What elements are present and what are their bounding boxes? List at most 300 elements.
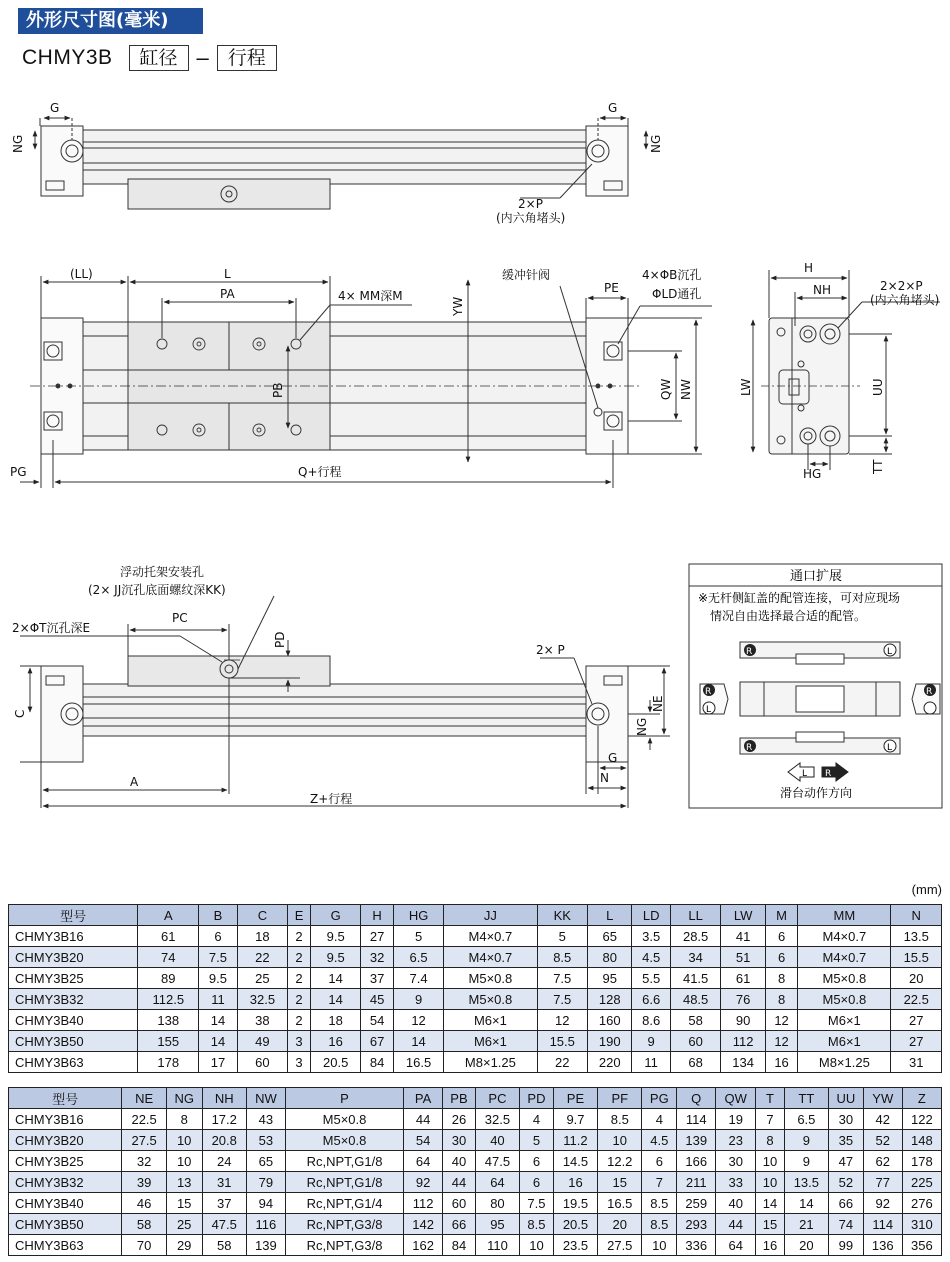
table-cell: 259 [677, 1193, 716, 1214]
table-cell: 66 [443, 1214, 476, 1235]
table-cell: 114 [677, 1109, 716, 1130]
model-cell: CHMY3B50 [9, 1031, 138, 1052]
model-cell: CHMY3B20 [9, 947, 138, 968]
table-cell: 18 [237, 926, 287, 947]
table-cell: 47 [829, 1151, 864, 1172]
column-header: PC [475, 1088, 519, 1109]
table-cell: 17 [199, 1052, 237, 1073]
table-cell: 6 [765, 926, 797, 947]
table-cell: 26 [443, 1109, 476, 1130]
table-cell: 155 [138, 1031, 199, 1052]
table-cell: 44 [404, 1109, 443, 1130]
table-cell: 138 [138, 1010, 199, 1031]
table-cell: 9 [632, 1031, 670, 1052]
table-cell: 21 [784, 1214, 828, 1235]
table-cell: 276 [902, 1193, 941, 1214]
label-yw: YW [451, 296, 465, 316]
column-header: E [288, 905, 311, 926]
table-cell: 80 [475, 1193, 519, 1214]
table-cell: 30 [716, 1151, 756, 1172]
column-header: PA [404, 1088, 443, 1109]
table-cell: 48.5 [670, 989, 720, 1010]
port-box-note1: ※无杆侧缸盖的配管连接，可对应现场 [698, 591, 901, 605]
table-cell: 7.4 [393, 968, 443, 989]
table-cell: 10 [598, 1130, 642, 1151]
table-cell: 27.5 [598, 1235, 642, 1256]
table-cell: 10 [756, 1172, 784, 1193]
model-dash: – [196, 45, 209, 70]
table-cell: 27 [361, 926, 393, 947]
table-row [9, 1052, 942, 1073]
table-cell: 148 [902, 1130, 941, 1151]
column-header: NE [122, 1088, 166, 1109]
table-cell: 14 [310, 968, 360, 989]
table-cell: 24 [202, 1151, 246, 1172]
table-cell: 20.8 [202, 1130, 246, 1151]
spec-table-1-header [9, 905, 942, 926]
table-cell: 8 [765, 968, 797, 989]
table-cell: M6×1 [444, 1031, 537, 1052]
table-cell: 16 [756, 1235, 784, 1256]
table-cell: 6.5 [393, 947, 443, 968]
column-header: N [891, 905, 942, 926]
table-cell: 31 [202, 1172, 246, 1193]
table-cell: 20 [598, 1214, 642, 1235]
column-header: T [756, 1088, 784, 1109]
table-cell: 8.5 [598, 1109, 642, 1130]
table-cell: 23 [716, 1130, 756, 1151]
table-cell: M5×0.8 [285, 1109, 403, 1130]
column-header: PE [553, 1088, 597, 1109]
table-cell: 61 [138, 926, 199, 947]
table-cell: 15.5 [891, 947, 942, 968]
table-cell: 134 [721, 1052, 765, 1073]
table-cell: 47.5 [202, 1214, 246, 1235]
table-cell: 6 [765, 947, 797, 968]
table-row [9, 1010, 942, 1031]
table-cell: 4.5 [632, 947, 670, 968]
table-cell: 336 [677, 1235, 716, 1256]
table-cell: 52 [863, 1130, 902, 1151]
table-cell: 19.5 [553, 1193, 597, 1214]
table-cell: 190 [587, 1031, 631, 1052]
label-hg: HG [803, 467, 822, 481]
table-cell: 225 [902, 1172, 941, 1193]
table-cell: 14 [199, 1010, 237, 1031]
table-cell: 33 [716, 1172, 756, 1193]
table-cell: 12 [537, 1010, 587, 1031]
table-cell: M4×0.7 [798, 926, 891, 947]
label-ne: NE [651, 695, 665, 712]
label-nh: NH [813, 283, 831, 297]
table-cell: M5×0.8 [798, 968, 891, 989]
spec-table-2 [8, 1087, 942, 1256]
front-view [20, 276, 712, 488]
table-cell: 20 [891, 968, 942, 989]
label-n: N [600, 771, 609, 785]
table-cell: 77 [863, 1172, 902, 1193]
table-cell: 6.6 [632, 989, 670, 1010]
table-row [9, 1130, 942, 1151]
column-header: LL [670, 905, 720, 926]
table-cell: 38 [237, 1010, 287, 1031]
table-cell: M5×0.8 [444, 968, 537, 989]
table-row [9, 1214, 942, 1235]
table-cell: 44 [716, 1214, 756, 1235]
label-g-left: G [50, 101, 60, 115]
table-cell: 5 [520, 1130, 554, 1151]
port-box-note2: 情况自由选择最合适的配管。 [710, 609, 867, 623]
table-cell: 20.5 [310, 1052, 360, 1073]
column-header: H [361, 905, 393, 926]
label-t-note: 2×ΦT沉孔深E [12, 621, 91, 635]
table-cell: 68 [670, 1052, 720, 1073]
label-float-note2: (2× JJ沉孔底面螺纹深KK) [88, 583, 226, 597]
table-cell: 64 [404, 1151, 443, 1172]
table-cell: 40 [716, 1193, 756, 1214]
label-b-note: 4×ΦB沉孔 [642, 268, 702, 282]
table-cell: Rc,NPT,G1/8 [285, 1151, 403, 1172]
table-cell: 12 [393, 1010, 443, 1031]
column-header: M [765, 905, 797, 926]
table-row [9, 1172, 942, 1193]
table-cell: 14 [756, 1193, 784, 1214]
table-cell: 51 [721, 947, 765, 968]
label-ll: (LL) [70, 267, 93, 281]
table-cell: 58 [202, 1235, 246, 1256]
table-cell: 6 [642, 1151, 677, 1172]
table-cell: 32.5 [237, 989, 287, 1010]
dir-r-label: R [825, 769, 832, 779]
table-cell: Rc,NPT,G3/8 [285, 1235, 403, 1256]
table-cell: 32.5 [475, 1109, 519, 1130]
column-header: C [237, 905, 287, 926]
table-cell: 70 [122, 1235, 166, 1256]
table-cell: 49 [237, 1031, 287, 1052]
label-pd: PD [273, 631, 287, 648]
table-cell: 12.2 [598, 1151, 642, 1172]
column-header: 型号 [9, 905, 138, 926]
spec-table-1 [8, 904, 942, 1073]
label-pb: PB [271, 382, 285, 398]
table-cell: 2 [288, 947, 311, 968]
model-cell: CHMY3B25 [9, 968, 138, 989]
table-cell: 95 [587, 968, 631, 989]
model-cell: CHMY3B25 [9, 1151, 122, 1172]
table-cell: 139 [677, 1130, 716, 1151]
column-header: MM [798, 905, 891, 926]
table-cell: M4×0.7 [798, 947, 891, 968]
table-cell: 7 [756, 1109, 784, 1130]
table-cell: 18 [310, 1010, 360, 1031]
table-cell: 11.2 [553, 1130, 597, 1151]
table-cell: 9.7 [553, 1109, 597, 1130]
column-header: P [285, 1088, 403, 1109]
label-ld-note: ΦLD通孔 [652, 287, 702, 301]
column-header: G [310, 905, 360, 926]
table-cell: 356 [902, 1235, 941, 1256]
table-cell: 79 [246, 1172, 285, 1193]
column-header: Q [677, 1088, 716, 1109]
table-cell: 25 [166, 1214, 202, 1235]
label-ng-left: NG [11, 134, 25, 153]
table-cell: 122 [902, 1109, 941, 1130]
table-cell: 8.5 [537, 947, 587, 968]
table-cell: 14 [393, 1031, 443, 1052]
table-cell: 27 [891, 1031, 942, 1052]
column-header: PB [443, 1088, 476, 1109]
table-cell: 37 [361, 968, 393, 989]
column-header: LD [632, 905, 670, 926]
label-q: Q+行程 [298, 465, 342, 479]
table-cell: 3 [288, 1031, 311, 1052]
table-cell: 42 [863, 1109, 902, 1130]
table-cell: 16 [310, 1031, 360, 1052]
table-row [9, 989, 942, 1010]
table-cell: M6×1 [798, 1031, 891, 1052]
table-cell: 58 [670, 1010, 720, 1031]
table-cell: 3.5 [632, 926, 670, 947]
table-cell: 60 [670, 1031, 720, 1052]
table-cell: 14 [784, 1193, 828, 1214]
table-cell: 6.5 [784, 1109, 828, 1130]
table-cell: 53 [246, 1130, 285, 1151]
table-cell: 8.5 [642, 1214, 677, 1235]
bottom-view [20, 596, 670, 808]
table-row [9, 968, 942, 989]
table-cell: 95 [475, 1214, 519, 1235]
table-cell: 90 [721, 1010, 765, 1031]
table-cell: 30 [443, 1130, 476, 1151]
table-cell: 41 [721, 926, 765, 947]
model-cell: CHMY3B32 [9, 989, 138, 1010]
table-cell: 84 [361, 1052, 393, 1073]
column-header: HG [393, 905, 443, 926]
table-cell: 9 [784, 1151, 828, 1172]
table-cell: 2 [288, 1010, 311, 1031]
table-cell: 8 [765, 989, 797, 1010]
table-cell: 58 [122, 1214, 166, 1235]
column-header: PD [520, 1088, 554, 1109]
label-z: Z+行程 [310, 792, 353, 806]
table-cell: 136 [863, 1235, 902, 1256]
table-cell: 40 [475, 1130, 519, 1151]
port-r-icon: R [746, 647, 753, 657]
table-cell: 160 [587, 1010, 631, 1031]
table-cell: 4.5 [642, 1130, 677, 1151]
table-cell: 10 [642, 1235, 677, 1256]
top-view [35, 118, 646, 209]
table-cell: 9 [393, 989, 443, 1010]
table-cell: 44 [443, 1172, 476, 1193]
column-header: TT [784, 1088, 828, 1109]
table-cell: 128 [587, 989, 631, 1010]
table-cell: 6 [199, 926, 237, 947]
table-cell: 74 [138, 947, 199, 968]
table-cell: 139 [246, 1235, 285, 1256]
column-header: NW [246, 1088, 285, 1109]
table-cell: 13.5 [891, 926, 942, 947]
column-header: KK [537, 905, 587, 926]
table-cell: 16.5 [598, 1193, 642, 1214]
label-mm-note: 4× MM深M [338, 289, 403, 303]
table-cell: M6×1 [444, 1010, 537, 1031]
table-cell: 2 [288, 968, 311, 989]
table-cell: 9.5 [310, 947, 360, 968]
table-cell: 4 [520, 1109, 554, 1130]
table-cell: 9 [784, 1130, 828, 1151]
table-cell: 220 [587, 1052, 631, 1073]
section-banner: 外形尺寸图(毫米) [18, 8, 203, 34]
model-cell: CHMY3B40 [9, 1193, 122, 1214]
table-cell: 10 [756, 1151, 784, 1172]
unit-label: (mm) [911, 882, 942, 897]
table-cell: 2 [288, 989, 311, 1010]
label-ng-right: NG [649, 134, 663, 153]
label-side-p: 2×2×P [880, 279, 923, 293]
table-cell: 112 [404, 1193, 443, 1214]
table-cell: 15 [166, 1193, 202, 1214]
table-cell: 9.5 [310, 926, 360, 947]
dir-l-label: L [802, 769, 808, 779]
table-cell: M4×0.7 [444, 947, 537, 968]
column-header: B [199, 905, 237, 926]
table-cell: 27 [891, 1010, 942, 1031]
table-cell: 46 [122, 1193, 166, 1214]
table-cell: 52 [829, 1172, 864, 1193]
table-row [9, 926, 942, 947]
stroke-box: 行程 [217, 45, 277, 71]
table-cell: 12 [765, 1010, 797, 1031]
table-cell: 22.5 [122, 1109, 166, 1130]
table-cell: 14.5 [553, 1151, 597, 1172]
table-cell: 94 [246, 1193, 285, 1214]
table-cell: 65 [587, 926, 631, 947]
table-cell: 6 [520, 1172, 554, 1193]
table-row [9, 1109, 942, 1130]
label-pe: PE [604, 281, 619, 295]
table-cell: 22 [237, 947, 287, 968]
table-cell: 116 [246, 1214, 285, 1235]
table-cell: 92 [404, 1172, 443, 1193]
table-cell: 29 [166, 1235, 202, 1256]
label-pa: PA [220, 287, 235, 301]
table-cell: 20.5 [553, 1214, 597, 1235]
table-cell: 32 [122, 1151, 166, 1172]
table-cell: 11 [632, 1052, 670, 1073]
table-cell: 2 [288, 926, 311, 947]
table-cell: Rc,NPT,G1/4 [285, 1193, 403, 1214]
port-l-icon-2: L [887, 743, 893, 753]
table-cell: 74 [829, 1214, 864, 1235]
table-cell: M8×1.25 [444, 1052, 537, 1073]
table-cell: Rc,NPT,G3/8 [285, 1214, 403, 1235]
model-cell: CHMY3B16 [9, 1109, 122, 1130]
port-r-icon-3: R [705, 687, 712, 697]
table-cell: M5×0.8 [798, 989, 891, 1010]
table-cell: 28.5 [670, 926, 720, 947]
table-cell: 41.5 [670, 968, 720, 989]
table-cell: 3 [288, 1052, 311, 1073]
table-cell: 15 [598, 1172, 642, 1193]
table-cell: M5×0.8 [444, 989, 537, 1010]
table-cell: 13 [166, 1172, 202, 1193]
label-uu: UU [871, 378, 885, 396]
table-cell: 178 [902, 1151, 941, 1172]
table-cell: 7.5 [537, 968, 587, 989]
table-cell: 162 [404, 1235, 443, 1256]
table-row [9, 1031, 942, 1052]
table-cell: 67 [361, 1031, 393, 1052]
label-pc: PC [172, 611, 188, 625]
table-cell: 14 [310, 989, 360, 1010]
table-cell: 65 [246, 1151, 285, 1172]
table-cell: 40 [443, 1151, 476, 1172]
column-header: PG [642, 1088, 677, 1109]
label-c: C [13, 709, 27, 718]
table-cell: M4×0.7 [444, 926, 537, 947]
table-cell: 54 [361, 1010, 393, 1031]
model-cell: CHMY3B63 [9, 1052, 138, 1073]
spec-table-2-header [9, 1088, 942, 1109]
label-pg: PG [10, 465, 27, 479]
table-cell: 99 [829, 1235, 864, 1256]
table-cell: 10 [520, 1235, 554, 1256]
table-cell: 43 [246, 1109, 285, 1130]
table-cell: 54 [404, 1130, 443, 1151]
table-cell: 14 [199, 1031, 237, 1052]
table-cell: 22 [537, 1052, 587, 1073]
table-cell: 6 [520, 1151, 554, 1172]
column-header: QW [716, 1088, 756, 1109]
table-cell: 310 [902, 1214, 941, 1235]
column-header: L [587, 905, 631, 926]
column-header: A [138, 905, 199, 926]
table-cell: 23.5 [553, 1235, 597, 1256]
table-cell: 293 [677, 1214, 716, 1235]
table-cell: 142 [404, 1214, 443, 1235]
table-cell: 10 [166, 1151, 202, 1172]
port-r-icon-4: R [926, 687, 933, 697]
table-cell: 10 [166, 1130, 202, 1151]
label-h: H [804, 261, 814, 275]
table-cell: 84 [443, 1235, 476, 1256]
table-cell: 11 [199, 989, 237, 1010]
label-p2: 2× P [536, 643, 565, 657]
table-cell: 62 [863, 1151, 902, 1172]
table-cell: 25 [237, 968, 287, 989]
label-float-note: 浮动托架安装孔 [120, 565, 205, 579]
table-cell: 60 [237, 1052, 287, 1073]
table-cell: 7.5 [199, 947, 237, 968]
port-r-icon-2: R [746, 743, 753, 753]
label-p-plug: 2×P [518, 197, 543, 211]
table-cell: M6×1 [798, 1010, 891, 1031]
table-row [9, 1193, 942, 1214]
table-cell: 12 [765, 1031, 797, 1052]
table-cell: 7.5 [537, 989, 587, 1010]
table-cell: 7.5 [520, 1193, 554, 1214]
table-cell: 5.5 [632, 968, 670, 989]
table-cell: 110 [475, 1235, 519, 1256]
table-cell: 211 [677, 1172, 716, 1193]
table-cell: 47.5 [475, 1151, 519, 1172]
label-l: L [224, 267, 231, 281]
table-cell: 22.5 [891, 989, 942, 1010]
table-cell: 35 [829, 1130, 864, 1151]
table-cell: 8 [166, 1109, 202, 1130]
table-cell: 114 [863, 1214, 902, 1235]
